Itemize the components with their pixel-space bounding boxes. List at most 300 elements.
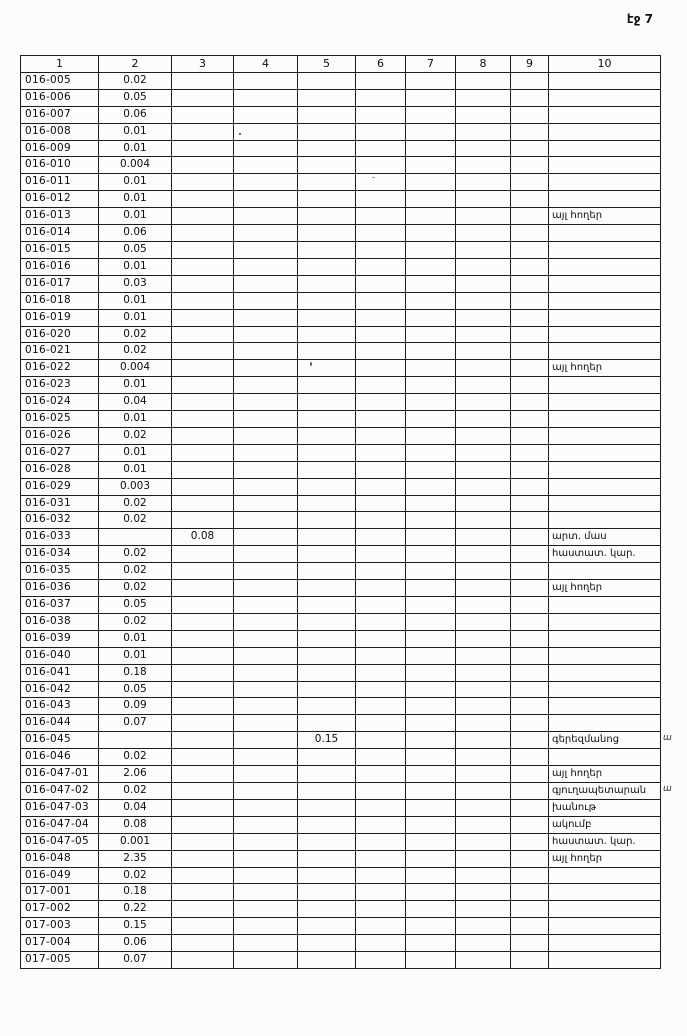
cell — [172, 782, 234, 799]
cell: 016-016 — [21, 258, 99, 275]
cell — [356, 326, 406, 343]
cell — [456, 343, 511, 360]
cell — [298, 411, 356, 428]
cell — [456, 647, 511, 664]
cell — [406, 191, 456, 208]
table-row — [21, 681, 661, 698]
cell: 016-047-01 — [21, 766, 99, 783]
cell — [172, 799, 234, 816]
cell: 0.01 — [99, 208, 172, 225]
cell — [356, 681, 406, 698]
cell: 0.04 — [99, 394, 172, 411]
cell — [406, 478, 456, 495]
cell: 0.04 — [99, 799, 172, 816]
cell — [406, 782, 456, 799]
cell: 0.15 — [298, 732, 356, 749]
cell — [549, 749, 661, 766]
cell — [456, 782, 511, 799]
cell — [549, 343, 661, 360]
cell — [549, 444, 661, 461]
cell — [456, 394, 511, 411]
cell — [511, 377, 549, 394]
table-row — [21, 563, 661, 580]
cell — [172, 191, 234, 208]
cell — [356, 715, 406, 732]
cell — [172, 241, 234, 258]
cell — [234, 884, 298, 901]
cell — [511, 613, 549, 630]
cell — [406, 174, 456, 191]
table-row — [21, 89, 661, 106]
table-row — [21, 241, 661, 258]
cell — [356, 529, 406, 546]
cell — [356, 952, 406, 969]
cell — [298, 495, 356, 512]
cell — [356, 512, 406, 529]
cell — [298, 292, 356, 309]
cell: 016-035 — [21, 563, 99, 580]
cell — [172, 72, 234, 89]
cell — [511, 884, 549, 901]
cell — [549, 478, 661, 495]
cell — [549, 157, 661, 174]
cell — [298, 613, 356, 630]
column-header: 10 — [549, 56, 661, 73]
cell — [406, 123, 456, 140]
table-row — [21, 326, 661, 343]
cell — [172, 935, 234, 952]
cell: 016-047-04 — [21, 816, 99, 833]
cell: 016-043 — [21, 698, 99, 715]
cell: այլ հողեր — [549, 360, 661, 377]
cell — [298, 343, 356, 360]
cell — [406, 495, 456, 512]
cell: 0.18 — [99, 664, 172, 681]
cell — [511, 630, 549, 647]
cell — [298, 918, 356, 935]
cell: 0.01 — [99, 174, 172, 191]
table-row — [21, 309, 661, 326]
cell — [298, 597, 356, 614]
cell — [549, 884, 661, 901]
cell: 0.02 — [99, 326, 172, 343]
cell — [406, 208, 456, 225]
table-row — [21, 377, 661, 394]
cell: 016-022 — [21, 360, 99, 377]
cell — [456, 901, 511, 918]
cell: 2.06 — [99, 766, 172, 783]
cell — [172, 630, 234, 647]
cell: 0.004 — [99, 360, 172, 377]
cell: 016-047-03 — [21, 799, 99, 816]
cell — [511, 799, 549, 816]
cell — [356, 275, 406, 292]
table-row — [21, 360, 661, 377]
cell — [406, 461, 456, 478]
cell — [511, 766, 549, 783]
cell — [456, 444, 511, 461]
cell — [298, 309, 356, 326]
cell — [549, 427, 661, 444]
cell: 016-019 — [21, 309, 99, 326]
cell — [234, 461, 298, 478]
cell — [511, 546, 549, 563]
cell: 016-039 — [21, 630, 99, 647]
cell — [172, 766, 234, 783]
cell: 016-049 — [21, 867, 99, 884]
table-row — [21, 174, 661, 191]
cell — [406, 275, 456, 292]
cell — [172, 343, 234, 360]
cell — [511, 72, 549, 89]
cell — [172, 326, 234, 343]
cell: 016-018 — [21, 292, 99, 309]
cell — [172, 292, 234, 309]
cell — [356, 106, 406, 123]
cell — [234, 901, 298, 918]
cell — [511, 157, 549, 174]
table-row — [21, 580, 661, 597]
cell — [298, 72, 356, 89]
cell — [356, 664, 406, 681]
table-row — [21, 106, 661, 123]
cell — [456, 749, 511, 766]
cell — [406, 901, 456, 918]
cell — [511, 343, 549, 360]
cell — [298, 766, 356, 783]
cell: 016-005 — [21, 72, 99, 89]
cell: 0.01 — [99, 630, 172, 647]
column-header: 4 — [234, 56, 298, 73]
cell — [356, 191, 406, 208]
cell — [298, 360, 356, 377]
cell: 016-027 — [21, 444, 99, 461]
cell — [298, 816, 356, 833]
cell: 0.07 — [99, 952, 172, 969]
cell — [406, 377, 456, 394]
cell — [234, 850, 298, 867]
cell — [406, 766, 456, 783]
cell — [234, 918, 298, 935]
table-row — [21, 208, 661, 225]
cell — [456, 597, 511, 614]
cell — [172, 461, 234, 478]
cell — [234, 546, 298, 563]
cell — [172, 377, 234, 394]
cell — [234, 478, 298, 495]
cell — [298, 461, 356, 478]
column-header: 9 — [511, 56, 549, 73]
cell — [406, 867, 456, 884]
cell — [406, 749, 456, 766]
cell: 016-048 — [21, 850, 99, 867]
cell — [298, 123, 356, 140]
cell: գերեզմանոց — [549, 732, 661, 749]
cell: 0.06 — [99, 106, 172, 123]
cell — [356, 918, 406, 935]
cell — [511, 495, 549, 512]
cell — [234, 597, 298, 614]
table-row — [21, 546, 661, 563]
cell — [406, 833, 456, 850]
cell — [172, 664, 234, 681]
cell — [549, 664, 661, 681]
cell — [406, 106, 456, 123]
cell: 0.02 — [99, 495, 172, 512]
cell: 0.01 — [99, 292, 172, 309]
cell — [406, 613, 456, 630]
cell — [549, 225, 661, 242]
cell: 016-008 — [21, 123, 99, 140]
cell: այլ հողեր — [549, 766, 661, 783]
table-row — [21, 140, 661, 157]
cell: 016-017 — [21, 275, 99, 292]
cell — [406, 72, 456, 89]
cell: 016-015 — [21, 241, 99, 258]
cell — [234, 394, 298, 411]
cell: 0.02 — [99, 580, 172, 597]
table-row — [21, 411, 661, 428]
cell — [356, 884, 406, 901]
cell — [234, 157, 298, 174]
table-row — [21, 225, 661, 242]
cell — [172, 427, 234, 444]
table-row — [21, 258, 661, 275]
cell — [511, 208, 549, 225]
cell — [172, 749, 234, 766]
column-header: 5 — [298, 56, 356, 73]
cell: 017-005 — [21, 952, 99, 969]
cell — [456, 681, 511, 698]
cell: 016-045 — [21, 732, 99, 749]
cell — [456, 935, 511, 952]
cell — [511, 952, 549, 969]
cell — [172, 123, 234, 140]
cell — [406, 427, 456, 444]
cell — [456, 140, 511, 157]
cell — [549, 275, 661, 292]
cell: 0.06 — [99, 935, 172, 952]
cell: 016-006 — [21, 89, 99, 106]
cell — [511, 427, 549, 444]
cell — [456, 478, 511, 495]
cell — [456, 427, 511, 444]
cell — [356, 613, 406, 630]
cell — [456, 174, 511, 191]
cell — [549, 952, 661, 969]
cell — [456, 157, 511, 174]
cell — [172, 225, 234, 242]
cell — [511, 275, 549, 292]
cell — [234, 123, 298, 140]
cell — [234, 647, 298, 664]
cell: 0.02 — [99, 512, 172, 529]
cell: 016-020 — [21, 326, 99, 343]
cell — [234, 833, 298, 850]
cell — [549, 377, 661, 394]
cell — [298, 833, 356, 850]
cell: 0.01 — [99, 258, 172, 275]
cell — [406, 799, 456, 816]
cell — [549, 174, 661, 191]
scan-speck — [310, 362, 312, 366]
cell — [99, 732, 172, 749]
cell: 0.01 — [99, 191, 172, 208]
cell — [549, 630, 661, 647]
cell: 0.08 — [99, 816, 172, 833]
cell: 0.02 — [99, 749, 172, 766]
cell — [234, 613, 298, 630]
cell — [511, 749, 549, 766]
cell — [234, 732, 298, 749]
cell — [406, 89, 456, 106]
cell: հաստատ. կար. — [549, 546, 661, 563]
cell — [406, 918, 456, 935]
cell: այլ հողեր — [549, 208, 661, 225]
table-row — [21, 816, 661, 833]
cell — [406, 884, 456, 901]
cell — [356, 478, 406, 495]
cell — [406, 258, 456, 275]
cell — [549, 123, 661, 140]
cell — [511, 918, 549, 935]
cell — [406, 563, 456, 580]
cell: 017-004 — [21, 935, 99, 952]
cell — [172, 512, 234, 529]
cell — [456, 529, 511, 546]
cell — [511, 191, 549, 208]
cell — [511, 89, 549, 106]
table-row — [21, 782, 661, 799]
cell — [356, 140, 406, 157]
cell — [511, 123, 549, 140]
cell — [234, 867, 298, 884]
table-row — [21, 766, 661, 783]
cell — [234, 411, 298, 428]
cell — [298, 935, 356, 952]
cell — [511, 850, 549, 867]
table-row — [21, 529, 661, 546]
cell — [298, 952, 356, 969]
cell — [172, 360, 234, 377]
cell — [356, 360, 406, 377]
cell — [456, 360, 511, 377]
cell — [234, 935, 298, 952]
cell — [406, 647, 456, 664]
cell — [172, 918, 234, 935]
cell: 017-002 — [21, 901, 99, 918]
cell — [406, 732, 456, 749]
table-row — [21, 799, 661, 816]
cell — [172, 106, 234, 123]
cell — [511, 411, 549, 428]
cell — [356, 411, 406, 428]
cell — [456, 732, 511, 749]
cell — [298, 326, 356, 343]
cell — [406, 664, 456, 681]
cell — [298, 241, 356, 258]
cell — [234, 749, 298, 766]
cell — [406, 157, 456, 174]
cell: 016-013 — [21, 208, 99, 225]
cell: ակումբ — [549, 816, 661, 833]
cell — [356, 782, 406, 799]
cell — [549, 258, 661, 275]
cell — [234, 377, 298, 394]
cell — [298, 444, 356, 461]
cell — [456, 72, 511, 89]
cell — [298, 749, 356, 766]
cell: 0.01 — [99, 461, 172, 478]
cell — [298, 208, 356, 225]
cell — [234, 782, 298, 799]
cell — [298, 394, 356, 411]
cell: 0.02 — [99, 546, 172, 563]
table-body — [21, 72, 661, 968]
column-header: 3 — [172, 56, 234, 73]
scan-speck — [239, 133, 241, 135]
cell — [456, 563, 511, 580]
cell — [172, 275, 234, 292]
cell: 0.01 — [99, 377, 172, 394]
table-row — [21, 478, 661, 495]
cell — [456, 495, 511, 512]
cell — [456, 918, 511, 935]
cell: 016-041 — [21, 664, 99, 681]
cell: 016-012 — [21, 191, 99, 208]
cell — [298, 225, 356, 242]
cell — [298, 647, 356, 664]
cell — [234, 275, 298, 292]
cell — [356, 698, 406, 715]
cell — [456, 292, 511, 309]
cell — [406, 546, 456, 563]
cell: 0.07 — [99, 715, 172, 732]
cell — [298, 782, 356, 799]
table-row — [21, 952, 661, 969]
cell — [549, 461, 661, 478]
cell — [456, 512, 511, 529]
cell: 0.01 — [99, 647, 172, 664]
cell — [511, 935, 549, 952]
table-row — [21, 647, 661, 664]
cell — [456, 411, 511, 428]
cell: 016-034 — [21, 546, 99, 563]
cell: 016-024 — [21, 394, 99, 411]
cell — [406, 512, 456, 529]
cell — [234, 140, 298, 157]
cell — [172, 816, 234, 833]
cell — [511, 258, 549, 275]
cell: 016-047-05 — [21, 833, 99, 850]
cell — [549, 715, 661, 732]
cell — [456, 613, 511, 630]
cell — [456, 275, 511, 292]
cell — [549, 698, 661, 715]
cell — [456, 630, 511, 647]
cell — [356, 901, 406, 918]
table-row — [21, 833, 661, 850]
cell — [356, 461, 406, 478]
cell: արտ. մաս — [549, 529, 661, 546]
cell — [234, 309, 298, 326]
table-row — [21, 664, 661, 681]
cell — [511, 901, 549, 918]
cell — [298, 275, 356, 292]
cell — [511, 444, 549, 461]
cell — [406, 630, 456, 647]
cell — [456, 715, 511, 732]
